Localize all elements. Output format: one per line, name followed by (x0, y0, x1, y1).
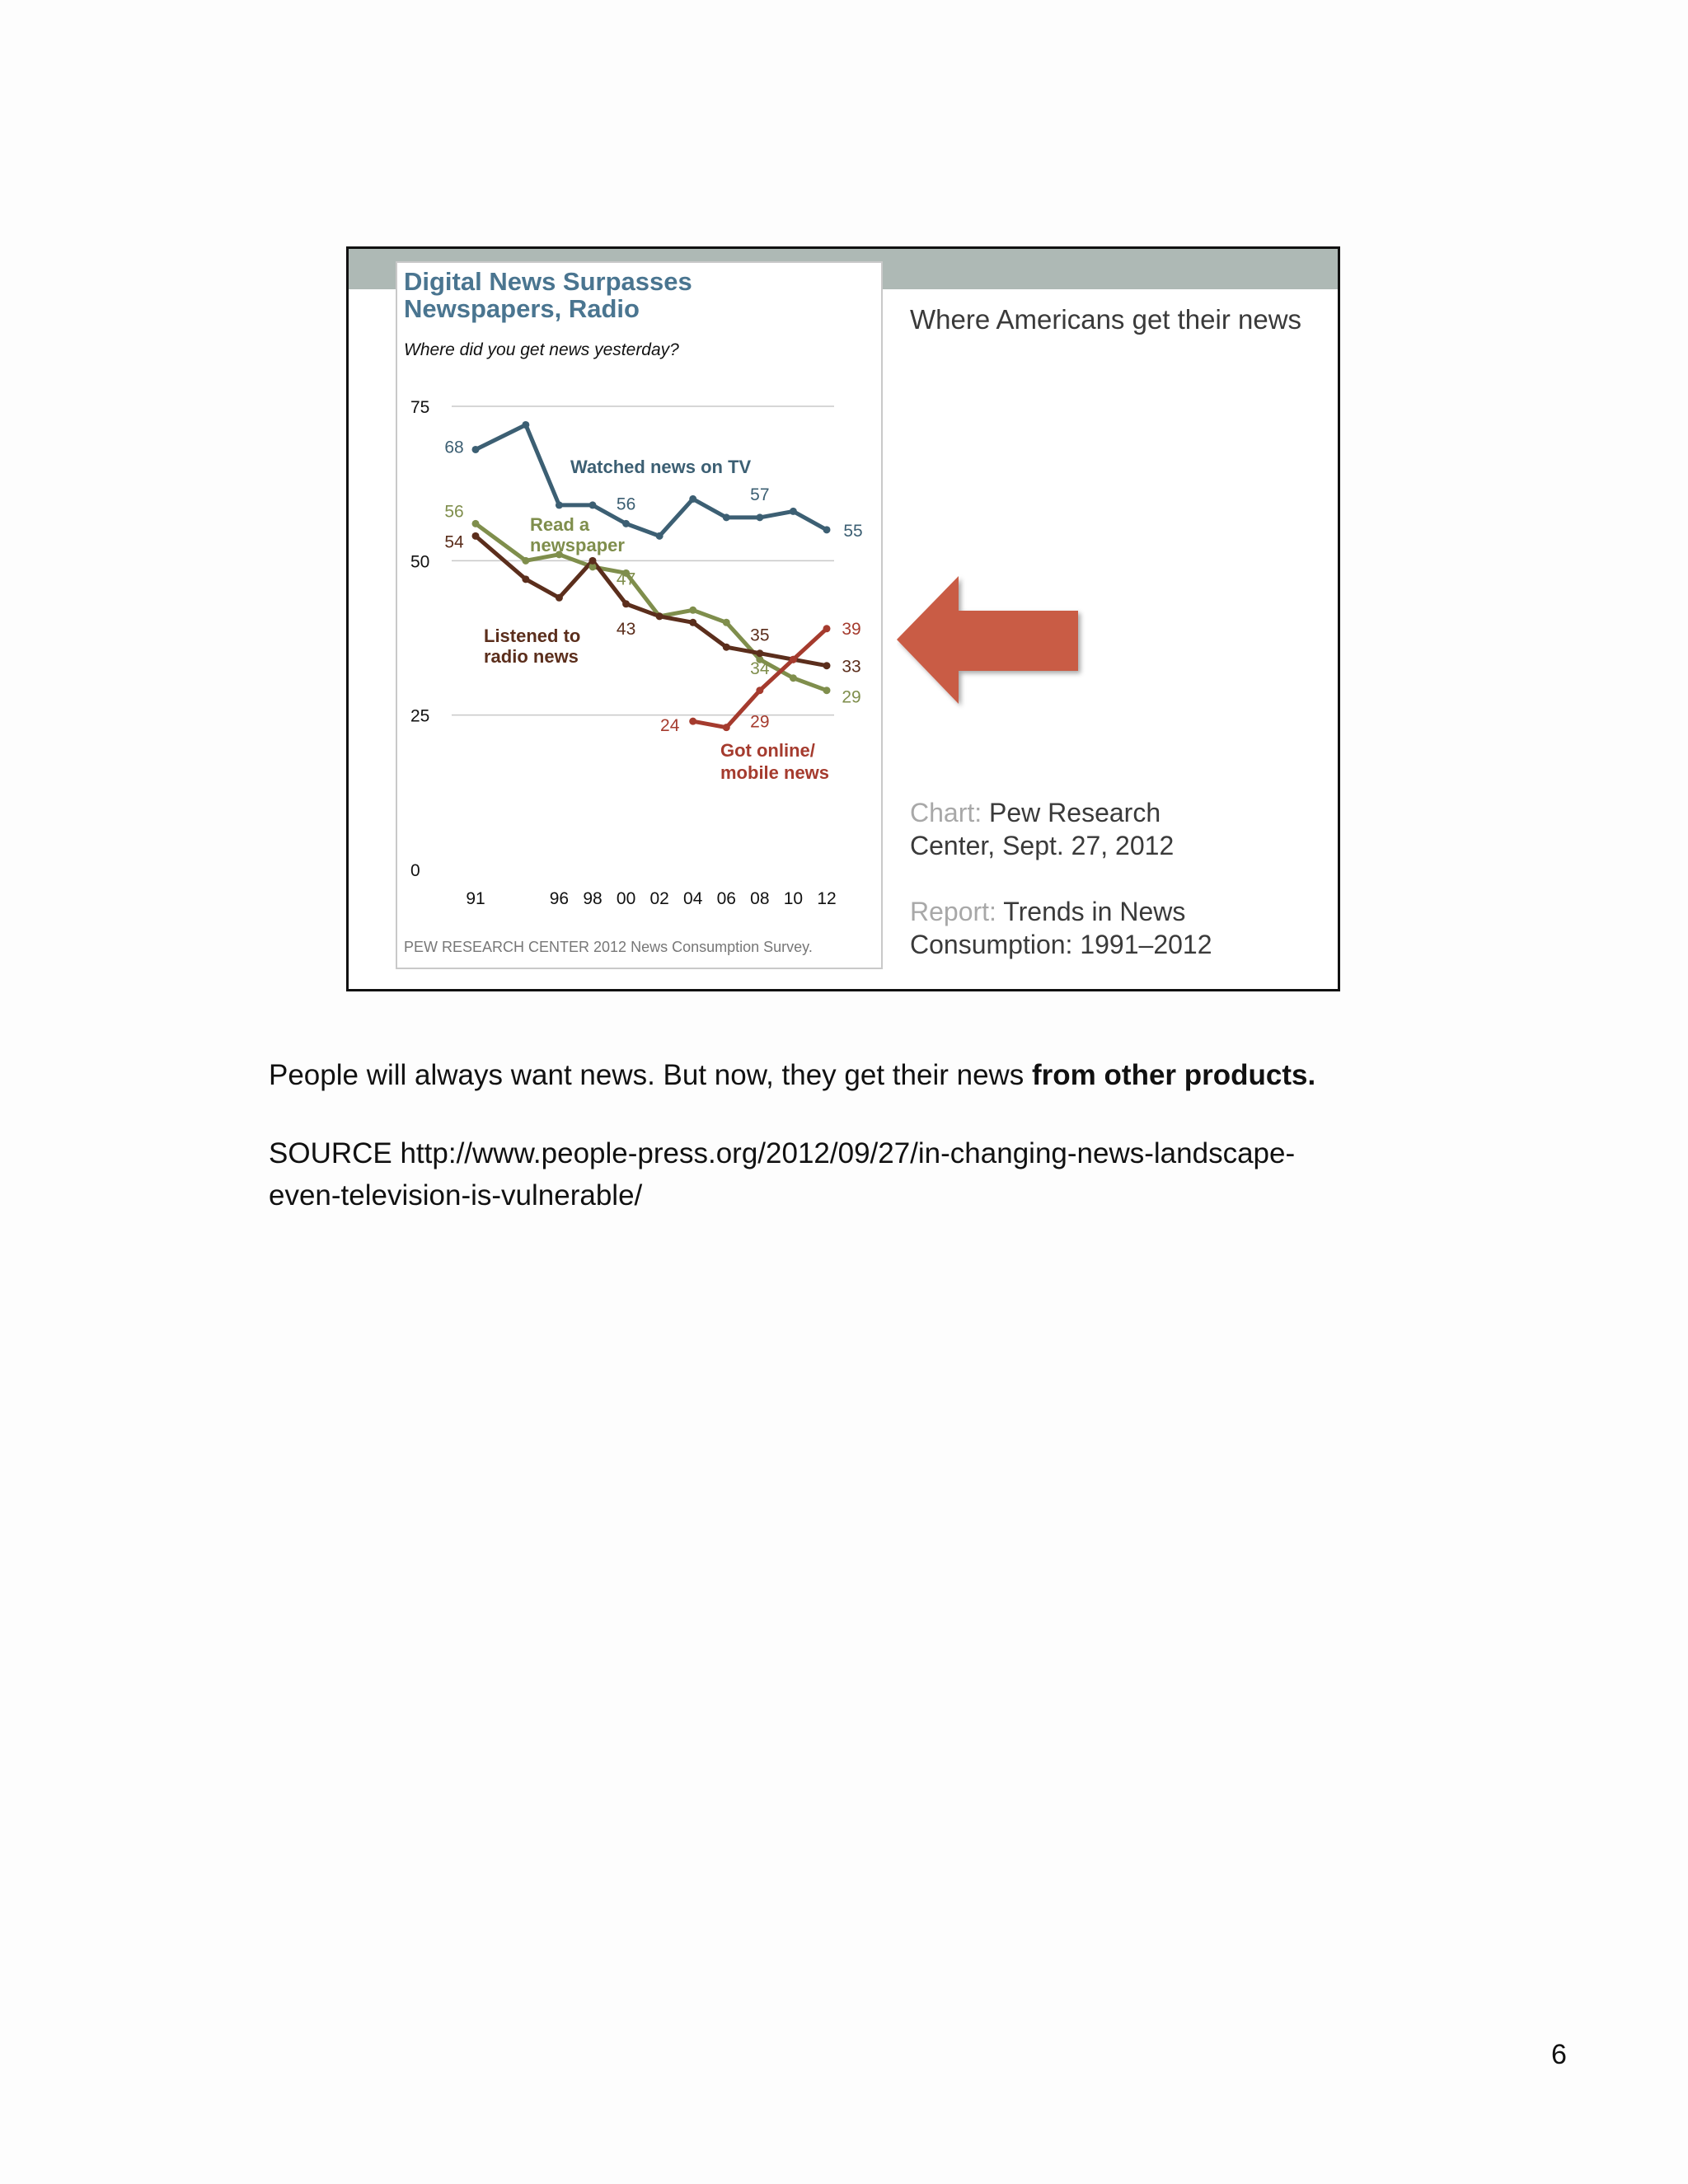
series-label-radio-line2: radio news (484, 646, 579, 667)
caption-regular: People will always want news. But now, they get their news (269, 1059, 1033, 1091)
series-label-newspaper-line1: Read a (530, 514, 590, 535)
data-point (756, 687, 763, 694)
x-tick-label: 10 (783, 889, 804, 908)
x-tick-label: 91 (466, 889, 485, 908)
x-tick-label: 08 (750, 889, 770, 908)
slide-side-title: Where Americans get their news (910, 304, 1302, 335)
chart-subtitle: Where did you get news yesterday? (404, 340, 679, 359)
y-tick-label: 50 (410, 552, 430, 572)
data-label: 29 (842, 687, 861, 707)
x-tick-label: 06 (716, 889, 736, 908)
data-point (790, 508, 797, 515)
x-tick-label: 96 (549, 889, 570, 908)
data-label: 56 (616, 494, 636, 514)
news-consumption-chart (397, 263, 881, 968)
x-tick-label: 98 (583, 889, 603, 908)
data-point (556, 594, 563, 602)
data-point (472, 520, 480, 527)
series-label-online-line2: mobile news (720, 762, 830, 783)
data-point (790, 656, 797, 663)
data-point (689, 718, 696, 725)
caption-bold: from other products. (1032, 1059, 1316, 1091)
data-point (723, 724, 730, 731)
caption-text (269, 1054, 1315, 1096)
source-line2: even-television-is-vulnerable/ (269, 1179, 643, 1212)
chart-title-line2: Newspapers, Radio (404, 294, 640, 323)
report-credit (910, 895, 1212, 961)
data-label: 39 (842, 619, 861, 639)
data-point (622, 520, 630, 527)
chart-credit-line1: Pew Research (989, 798, 1161, 827)
source-text (269, 1132, 1295, 1216)
data-label: 33 (842, 657, 861, 677)
data-point (622, 600, 630, 607)
series-line (476, 425, 827, 537)
data-point (689, 495, 696, 503)
chart-card (396, 261, 883, 969)
data-label: 54 (444, 532, 464, 552)
data-label: 68 (444, 438, 464, 457)
y-tick-label: 75 (410, 398, 430, 417)
slide-frame (346, 246, 1340, 991)
data-point (790, 674, 797, 682)
data-point (723, 644, 730, 651)
data-point (589, 557, 597, 565)
series-label-radio-line1: Listened to (484, 626, 581, 646)
x-tick-label: 12 (817, 889, 837, 908)
report-credit-line2: Consumption: 1991–2012 (910, 930, 1212, 959)
x-tick-label: 04 (683, 889, 703, 908)
data-label: 56 (444, 502, 464, 522)
y-tick-label: 25 (410, 706, 430, 726)
data-point (823, 687, 831, 694)
data-label: 24 (660, 716, 680, 736)
data-label: 57 (750, 485, 770, 504)
series-label-online-line1: Got online/ (720, 740, 815, 761)
data-label: 35 (750, 626, 770, 645)
data-point (589, 501, 597, 509)
chart-credit-line2: Center, Sept. 27, 2012 (910, 831, 1175, 860)
data-label: 43 (616, 619, 636, 639)
report-credit-label: Report: (910, 897, 996, 926)
data-point (823, 662, 831, 669)
data-point (723, 513, 730, 521)
data-point (656, 532, 663, 540)
chart-credit-label: Chart: (910, 798, 982, 827)
data-point (472, 532, 480, 540)
data-label: 55 (843, 521, 863, 541)
page-number: 6 (1551, 2039, 1567, 2070)
chart-credit (910, 796, 1174, 862)
data-point (522, 575, 529, 583)
x-tick-label: 00 (616, 889, 636, 908)
data-point (823, 526, 831, 533)
data-point (689, 607, 696, 614)
data-label: 29 (750, 712, 770, 732)
data-point (723, 619, 730, 626)
series-label-tv: Watched news on TV (570, 457, 752, 477)
data-label: 47 (616, 569, 636, 589)
data-point (556, 501, 563, 509)
chart-title-line1: Digital News Surpasses (404, 267, 692, 296)
x-tick-label: 02 (649, 889, 669, 908)
data-point (522, 421, 529, 429)
data-point (756, 513, 763, 521)
data-point (522, 557, 529, 565)
data-point (472, 446, 480, 453)
data-point (656, 612, 663, 620)
data-point (823, 625, 831, 632)
chart-footer: PEW RESEARCH CENTER 2012 News Consumption Survey. (404, 939, 813, 955)
report-credit-line1: Trends in News (1003, 897, 1186, 926)
data-point (689, 619, 696, 626)
data-point (756, 649, 763, 657)
y-tick-label: 0 (410, 861, 420, 880)
source-line1: SOURCE http://www.people-press.org/2012/09/27/in-changing-news-landscape- (269, 1137, 1296, 1169)
series-label-newspaper-line2: newspaper (530, 535, 625, 555)
left-arrow-icon (897, 568, 1090, 737)
data-label: 34 (750, 659, 770, 679)
